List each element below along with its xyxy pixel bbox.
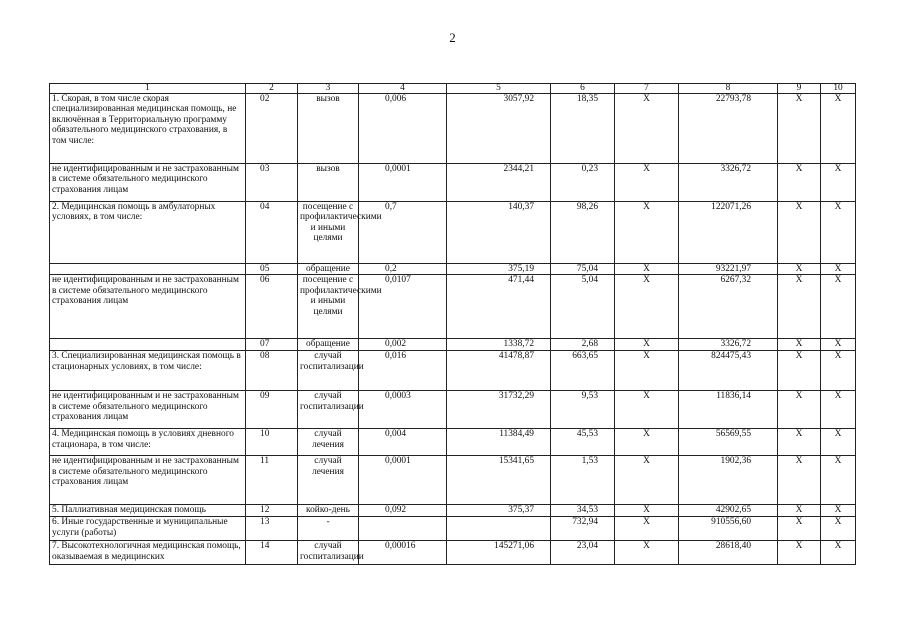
header-row bbox=[50, 84, 856, 94]
page-number: 2 bbox=[449, 30, 456, 45]
table-row bbox=[50, 339, 856, 351]
financing-table bbox=[49, 83, 856, 565]
cost-cell: 3057,92 bbox=[447, 94, 551, 164]
row-code: 10 bbox=[246, 429, 298, 456]
unit-cell: вызов bbox=[298, 94, 359, 164]
cost-cell: 471,44 bbox=[447, 275, 551, 339]
cost-cell: 41478,87 bbox=[447, 351, 551, 391]
header-cell: 8 bbox=[679, 84, 778, 94]
x-cell: X bbox=[615, 202, 679, 264]
volume-cell: 0,016 bbox=[359, 351, 447, 391]
x-cell: X bbox=[778, 202, 821, 264]
cost-cell: 31732,29 bbox=[447, 391, 551, 429]
cost-cell bbox=[447, 517, 551, 541]
row-label: 6. Иные государственные и муниципальные услуги (работы) bbox=[50, 517, 246, 541]
total-cell: 22793,78 bbox=[679, 94, 778, 164]
unit-cell: обращение bbox=[298, 264, 359, 275]
unit-cell: обращение bbox=[298, 339, 359, 351]
row-code: 03 bbox=[246, 164, 298, 202]
table-row bbox=[50, 164, 856, 202]
row-label bbox=[50, 264, 246, 275]
total-cell: 910556,60 bbox=[679, 517, 778, 541]
x-cell: X bbox=[615, 164, 679, 202]
total-cell: 824475,43 bbox=[679, 351, 778, 391]
row-code: 02 bbox=[246, 94, 298, 164]
per-capita-cell: 98,26 bbox=[551, 202, 615, 264]
row-label: 4. Медицинская помощь в условиях дневного стационара, в том числе: bbox=[50, 429, 246, 456]
x-cell: X bbox=[778, 429, 821, 456]
cost-cell: 1338,72 bbox=[447, 339, 551, 351]
x-cell: X bbox=[615, 351, 679, 391]
x-cell: X bbox=[778, 264, 821, 275]
cost-cell: 11384,49 bbox=[447, 429, 551, 456]
row-code: 04 bbox=[246, 202, 298, 264]
row-label bbox=[50, 339, 246, 351]
unit-cell: случай лечения bbox=[298, 429, 359, 456]
volume-cell: 0,0003 bbox=[359, 391, 447, 429]
x-cell: X bbox=[821, 264, 856, 275]
row-label: 7. Высокотехнологичная медицинская помощь, оказываемая в медицинских bbox=[50, 541, 246, 565]
x-cell: X bbox=[778, 275, 821, 339]
x-cell: X bbox=[615, 94, 679, 164]
cost-cell: 140,37 bbox=[447, 202, 551, 264]
per-capita-cell: 9,53 bbox=[551, 391, 615, 429]
total-cell: 3326,72 bbox=[679, 339, 778, 351]
row-code: 05 bbox=[246, 264, 298, 275]
x-cell: X bbox=[821, 164, 856, 202]
x-cell: X bbox=[778, 541, 821, 565]
header-cell: 10 bbox=[821, 84, 856, 94]
total-cell: 6267,32 bbox=[679, 275, 778, 339]
total-cell: 3326,72 bbox=[679, 164, 778, 202]
x-cell: X bbox=[615, 456, 679, 505]
x-cell: X bbox=[778, 351, 821, 391]
x-cell: X bbox=[821, 275, 856, 339]
unit-cell: - bbox=[298, 517, 359, 541]
x-cell: X bbox=[821, 517, 856, 541]
per-capita-cell: 0,23 bbox=[551, 164, 615, 202]
table-row bbox=[50, 391, 856, 429]
unit-cell: посещение с профилактическими и иными целями bbox=[298, 202, 359, 264]
row-label: 1. Скорая, в том числе скорая специализированная медицинская помощь, не включённая в Территориальную программу обязательного медицинского страхования, в том числе: bbox=[50, 94, 246, 164]
x-cell: X bbox=[821, 505, 856, 517]
x-cell: X bbox=[778, 164, 821, 202]
volume-cell: 0,006 bbox=[359, 94, 447, 164]
header-cell: 6 bbox=[551, 84, 615, 94]
table-row bbox=[50, 94, 856, 164]
table-row bbox=[50, 275, 856, 339]
per-capita-cell: 663,65 bbox=[551, 351, 615, 391]
x-cell: X bbox=[778, 94, 821, 164]
row-label: не идентифицированным и не застрахованным в системе обязательного медицинского страхования лицам bbox=[50, 391, 246, 429]
header-cell: 3 bbox=[298, 84, 359, 94]
unit-cell: вызов bbox=[298, 164, 359, 202]
volume-cell: 0,092 bbox=[359, 505, 447, 517]
cost-cell: 145271,06 bbox=[447, 541, 551, 565]
volume-cell: 0,0107 bbox=[359, 275, 447, 339]
row-label: не идентифицированным и не застрахованным в системе обязательного медицинского страхования лицам bbox=[50, 456, 246, 505]
per-capita-cell: 5,04 bbox=[551, 275, 615, 339]
header-cell: 4 bbox=[359, 84, 447, 94]
table-row bbox=[50, 351, 856, 391]
row-code: 14 bbox=[246, 541, 298, 565]
cost-cell: 2344,21 bbox=[447, 164, 551, 202]
volume-cell: 0,2 bbox=[359, 264, 447, 275]
per-capita-cell: 34,53 bbox=[551, 505, 615, 517]
table-row bbox=[50, 456, 856, 505]
unit-cell: случай госпитализации bbox=[298, 391, 359, 429]
x-cell: X bbox=[615, 505, 679, 517]
x-cell: X bbox=[615, 517, 679, 541]
row-label: не идентифицированным и не застрахованным в системе обязательного медицинского страхования лицам bbox=[50, 164, 246, 202]
x-cell: X bbox=[615, 429, 679, 456]
table-row bbox=[50, 264, 856, 275]
cost-cell: 375,19 bbox=[447, 264, 551, 275]
volume-cell: 0,004 bbox=[359, 429, 447, 456]
unit-cell: посещение с профилактическими и иными целями bbox=[298, 275, 359, 339]
x-cell: X bbox=[615, 541, 679, 565]
x-cell: X bbox=[778, 517, 821, 541]
row-code: 13 bbox=[246, 517, 298, 541]
volume-cell: 0,002 bbox=[359, 339, 447, 351]
cost-cell: 15341,65 bbox=[447, 456, 551, 505]
x-cell: X bbox=[778, 391, 821, 429]
total-cell: 42902,65 bbox=[679, 505, 778, 517]
x-cell: X bbox=[615, 264, 679, 275]
per-capita-cell: 75,04 bbox=[551, 264, 615, 275]
row-label: 5. Паллиативная медицинская помощь bbox=[50, 505, 246, 517]
table-row bbox=[50, 517, 856, 541]
volume-cell: 0,0001 bbox=[359, 164, 447, 202]
row-label: не идентифицированным и не застрахованным в системе обязательного медицинского страхования лицам bbox=[50, 275, 246, 339]
per-capita-cell: 45,53 bbox=[551, 429, 615, 456]
row-code: 11 bbox=[246, 456, 298, 505]
total-cell: 28618,40 bbox=[679, 541, 778, 565]
row-code: 08 bbox=[246, 351, 298, 391]
volume-cell bbox=[359, 517, 447, 541]
table-row bbox=[50, 429, 856, 456]
row-code: 09 bbox=[246, 391, 298, 429]
volume-cell: 0,00016 bbox=[359, 541, 447, 565]
header-cell: 9 bbox=[778, 84, 821, 94]
header-cell: 7 bbox=[615, 84, 679, 94]
per-capita-cell: 1,53 bbox=[551, 456, 615, 505]
per-capita-cell: 23,04 bbox=[551, 541, 615, 565]
x-cell: X bbox=[821, 339, 856, 351]
per-capita-cell: 2,68 bbox=[551, 339, 615, 351]
x-cell: X bbox=[615, 339, 679, 351]
unit-cell: случай госпитализации bbox=[298, 541, 359, 565]
row-code: 06 bbox=[246, 275, 298, 339]
total-cell: 93221,97 bbox=[679, 264, 778, 275]
x-cell: X bbox=[778, 339, 821, 351]
x-cell: X bbox=[821, 351, 856, 391]
x-cell: X bbox=[778, 456, 821, 505]
x-cell: X bbox=[821, 94, 856, 164]
x-cell: X bbox=[615, 275, 679, 339]
total-cell: 11836,14 bbox=[679, 391, 778, 429]
volume-cell: 0,7 bbox=[359, 202, 447, 264]
cost-cell: 375,37 bbox=[447, 505, 551, 517]
unit-cell: койко-день bbox=[298, 505, 359, 517]
header-cell: 1 bbox=[50, 84, 246, 94]
x-cell: X bbox=[821, 429, 856, 456]
table-row bbox=[50, 505, 856, 517]
x-cell: X bbox=[821, 456, 856, 505]
x-cell: X bbox=[821, 541, 856, 565]
total-cell: 56569,55 bbox=[679, 429, 778, 456]
x-cell: X bbox=[821, 202, 856, 264]
x-cell: X bbox=[615, 391, 679, 429]
total-cell: 122071,26 bbox=[679, 202, 778, 264]
x-cell: X bbox=[821, 391, 856, 429]
header-cell: 2 bbox=[246, 84, 298, 94]
row-code: 07 bbox=[246, 339, 298, 351]
per-capita-cell: 18,35 bbox=[551, 94, 615, 164]
table-row bbox=[50, 202, 856, 264]
row-code: 12 bbox=[246, 505, 298, 517]
row-label: 2. Медицинская помощь в амбулаторных условиях, в том числе: bbox=[50, 202, 246, 264]
volume-cell: 0,0001 bbox=[359, 456, 447, 505]
table-row bbox=[50, 541, 856, 565]
total-cell: 1902,36 bbox=[679, 456, 778, 505]
x-cell: X bbox=[778, 505, 821, 517]
unit-cell: случай лечения bbox=[298, 456, 359, 505]
header-cell: 5 bbox=[447, 84, 551, 94]
row-label: 3. Специализированная медицинская помощь в стационарных условиях, в том числе: bbox=[50, 351, 246, 391]
unit-cell: случай госпитализации bbox=[298, 351, 359, 391]
per-capita-cell: 732,94 bbox=[551, 517, 615, 541]
